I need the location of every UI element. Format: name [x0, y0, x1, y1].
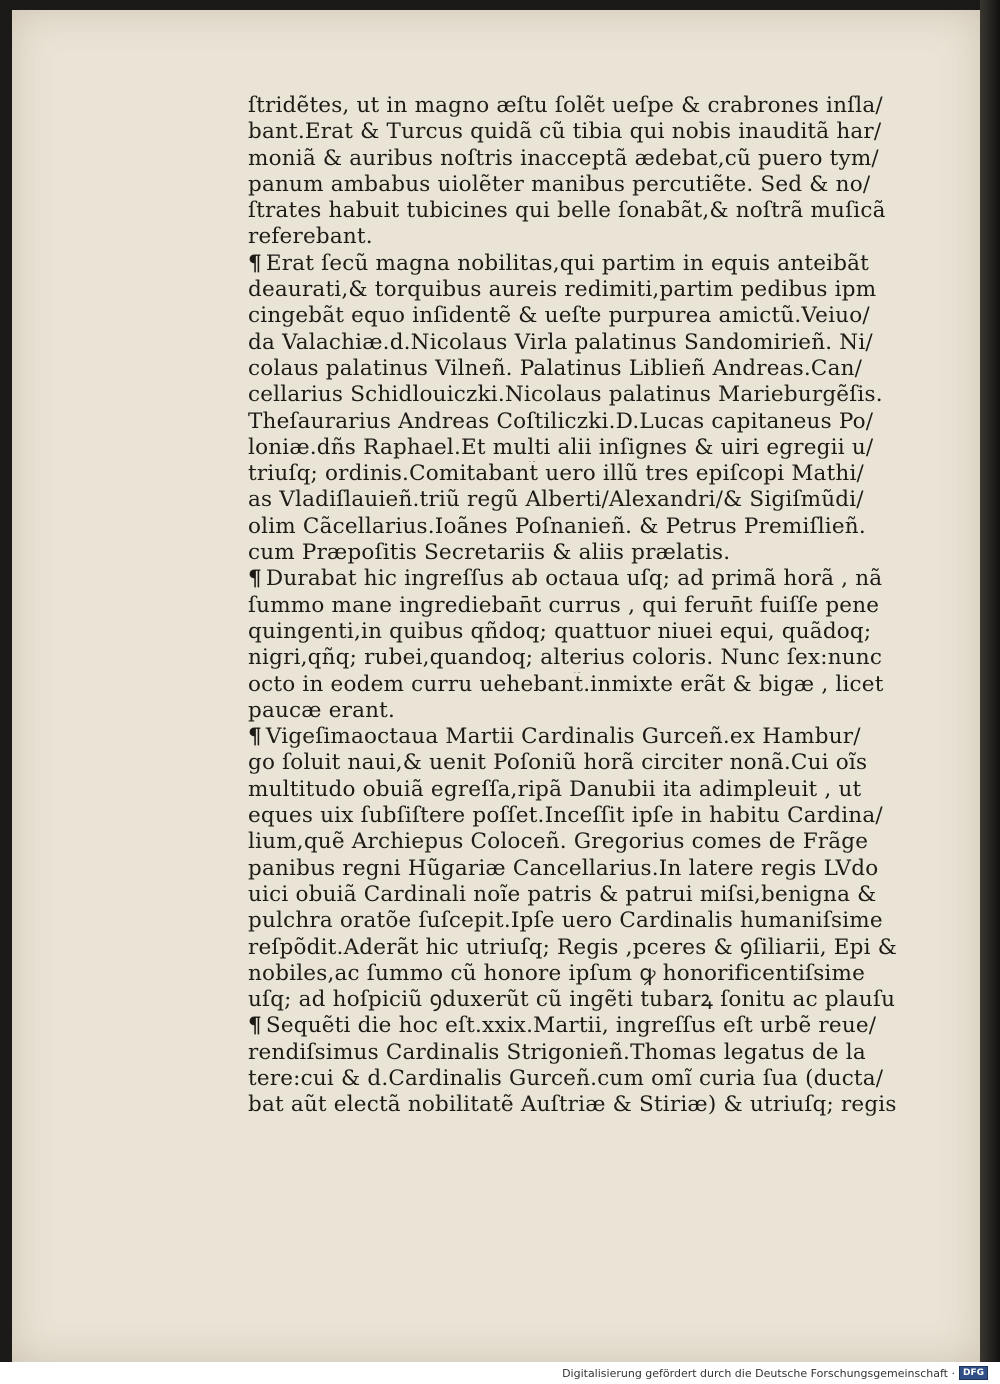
text-line-content: Theſaurarius Andreas Coſtiliczki.D.Lucas capitaneus Po/: [248, 408, 874, 434]
text-line: [248, 1092, 908, 1118]
text-line: [248, 777, 908, 803]
text-line-content: referebant.: [248, 224, 373, 250]
text-line: [248, 487, 908, 513]
text-line-content: olim Cãcellarius.Ioãnes Poſnanieñ. & Petrus Premiſlieñ.: [248, 513, 866, 539]
text-line: [248, 277, 908, 303]
text-line-content: paucæ erant.: [248, 697, 396, 723]
text-line-content: bat aũt electã nobilitatẽ Auſtriæ & Stiriæ) & utriuſq; regis: [248, 1092, 897, 1118]
text-line-content: tere:cui & d.Cardinalis Gurceñ.cum omĩ curia ſua (ducta/: [248, 1065, 884, 1091]
text-line: [248, 1040, 908, 1066]
text-line-content: lium,quẽ Archiepus Coloceñ. Gregorius comes de Frãge: [248, 829, 869, 855]
text-line-content: loniæ.dñs Raphael.Et multi alii inſignes & uiri egregii u/: [248, 434, 874, 460]
digitization-footer: [0, 1362, 1000, 1384]
text-line: [248, 409, 908, 435]
text-line: [248, 698, 908, 724]
text-line: [248, 856, 908, 882]
text-line-content: quingenti,in quibus qñdoq; quattuor niuei equi, quãdoq;: [248, 618, 872, 644]
text-line: [248, 461, 908, 487]
text-line-content: Vigeſimaoctaua Martii Cardinalis Gurceñ.ex Hambur/: [265, 724, 861, 750]
text-line: [248, 435, 908, 461]
text-line: [248, 908, 908, 934]
text-line-content: triuſq; ordinis.Comitabant̃ uero illũ tres epiſcopi Mathi/: [248, 461, 864, 487]
text-line-content: ſtridẽtes, ut in magno æſtu ſolẽt ueſpe & crabrones inſla/: [248, 93, 883, 118]
text-line-content: octo in eodem curru uehebant̃.inmixte erãt & bigæ , licet: [248, 671, 884, 697]
text-line: [248, 987, 908, 1013]
paragraph-mark: ¶: [248, 724, 262, 750]
page-text: [248, 93, 908, 1119]
text-line: [248, 829, 908, 855]
text-line-content: ſtrates habuit tubicines qui belle ſonabãt,& noſtrã muſicã: [248, 198, 886, 224]
text-line-content: Erat ſecũ magna nobilitas,qui partim in equis anteibãt: [265, 250, 870, 276]
text-line-content: Sequẽti die hoc eſt.xxix.Martii, ingreſſus eſt urbẽ reue/: [265, 1013, 877, 1039]
text-line-content: bant.Erat & Turcus quidã cũ tibia qui nobis inauditã har/: [248, 119, 882, 145]
text-line: [248, 303, 908, 329]
text-line-content: as Vladiſlauieñ.triũ regũ Alberti/Alexandri/& Sigiſmũdi/: [248, 487, 864, 513]
text-line-content: moniã & auribus noſtris inacceptã ædebat,cũ puero tym/: [248, 145, 879, 171]
text-line: [248, 198, 908, 224]
text-line: [248, 672, 908, 698]
text-line-content: uici obuiã Cardinali noĩe patris & patrui miſsi,benigna &: [248, 881, 877, 907]
text-line-content: nigri,qñq; rubei,quandoq; alterius coloris. Nunc ſex:nunc: [248, 645, 883, 671]
text-line: [248, 224, 908, 250]
text-line-content: reſpõdit.Aderãt hic utriuſq; Regis ,pceres & ꝯſiliarii, Epi &: [248, 934, 898, 960]
text-line-content: eques uix ſubſiſtere poſſet.Inceſſit ipſe in habitu Cardina/: [248, 803, 883, 829]
text-line: [248, 593, 908, 619]
text-line-content: panibus regni Hũgariæ Cancellarius.In latere regis LVdo: [248, 855, 879, 881]
text-line-content: cellarius Schidlouiczki.Nicolaus palatinus Marieburgẽſis.: [248, 382, 883, 408]
text-line-content: nobiles,ac ſummo cũ honore ipſum ꝙ honorificentiſsime: [248, 960, 866, 986]
text-line-content: multitudo obuiã egreſſa,ripã Danubii ita adimpleuit , ut: [248, 776, 862, 802]
text-line: [248, 172, 908, 198]
text-line: [248, 146, 908, 172]
text-line: [248, 93, 908, 119]
dfg-logo: DFG: [959, 1366, 988, 1380]
text-line-content: go ſoluit naui,& uenit Poſoniũ horã circiter nonã.Cui oĩs: [248, 750, 868, 776]
footer-credit: Digitalisierung gefördert durch die Deutsche Forschungsgemeinschaft ·: [562, 1366, 955, 1380]
text-line: [248, 382, 908, 408]
text-line: [248, 803, 908, 829]
text-line: [248, 356, 908, 382]
text-line: [248, 251, 908, 277]
text-line-content: cingebãt equo inſidentẽ & ueſte purpurea amictũ.Veiuo/: [248, 303, 870, 329]
text-line-content: uſq; ad hoſpiciũ ꝯduxerũt cũ ingẽti tubarꝝ ſonitu ac plauſu: [248, 987, 896, 1013]
text-line: [248, 566, 908, 592]
text-line-content: deaurati,& torquibus aureis redimiti,partim pedibus ipm: [248, 277, 877, 303]
text-line-content: pulchra oratõe ſuſcepit.Ipſe uero Cardinalis humaniſsime: [248, 908, 883, 934]
paragraph-mark: ¶: [248, 250, 262, 276]
text-line-content: colaus palatinus Vilneñ. Palatinus Liblieñ Andreas.Can/: [248, 355, 863, 381]
text-line: [248, 1066, 908, 1092]
text-line-content: da Valachiæ.d.Nicolaus Virla palatinus Sandomirieñ. Ni/: [248, 329, 873, 355]
text-line: [248, 1013, 908, 1039]
text-line-content: ſummo mane ingredieban̄t currus , qui ferun̄t fuiſſe pene: [248, 592, 880, 618]
text-line-content: cum Præpoſitis Secretariis & aliis prælatis.: [248, 540, 731, 566]
text-line-content: Durabat hic ingreſſus ab octaua uſq; ad primã horã , nã: [265, 566, 883, 592]
text-line: [248, 935, 908, 961]
text-line: [248, 882, 908, 908]
text-line-content: rendiſsimus Cardinalis Strigonieñ.Thomas legatus de la: [248, 1039, 866, 1065]
text-line: [248, 645, 908, 671]
text-line: [248, 961, 908, 987]
text-line: [248, 619, 908, 645]
text-line: [248, 750, 908, 776]
paragraph-mark: ¶: [248, 1013, 262, 1039]
text-line: [248, 724, 908, 750]
paragraph-mark: ¶: [248, 566, 262, 592]
page-edge: [980, 0, 1000, 1362]
text-line: [248, 330, 908, 356]
text-line: [248, 514, 908, 540]
text-line: [248, 119, 908, 145]
text-line-content: panum ambabus uiolẽter manibus percutiẽte. Sed & no/: [248, 171, 871, 197]
text-line: [248, 540, 908, 566]
